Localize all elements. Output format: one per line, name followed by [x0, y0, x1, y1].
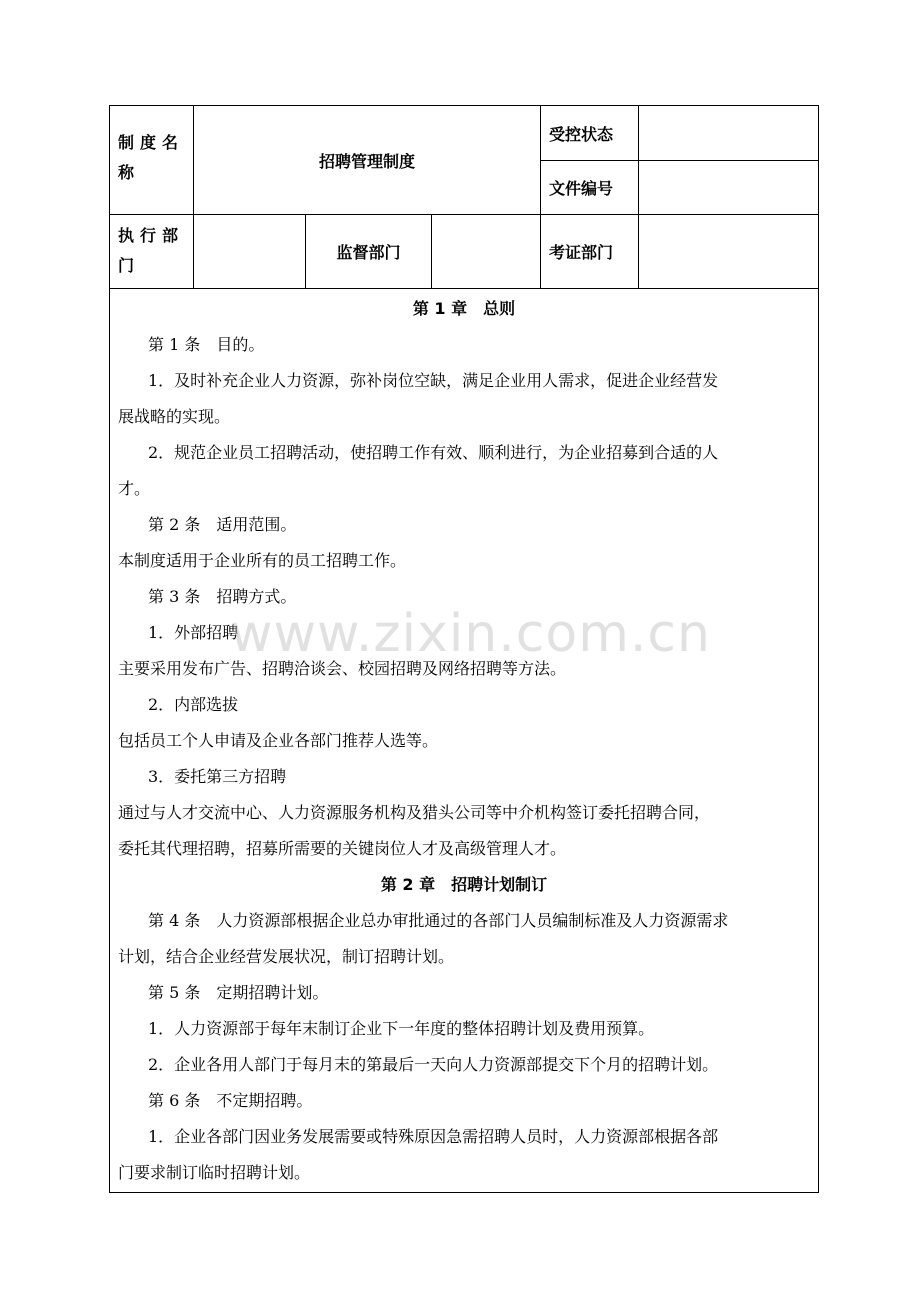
paragraph-line: 包括员工个人申请及企业各部门推荐人选等。 [118, 731, 439, 750]
exec-dept-label-cell [110, 215, 194, 289]
file-no-value-cell [639, 161, 818, 215]
watermark: www.zixin.com.cn [230, 604, 711, 664]
verify-value-cell [639, 215, 818, 289]
name-value: 招聘管理制度 [318, 151, 415, 171]
name-label: 制度名称 [118, 133, 185, 182]
paragraph-line: 主要采用发布广告、招聘洽谈会、校园招聘及网络招聘等方法。 [118, 659, 567, 678]
paragraph-line: 1．外部招聘 [148, 623, 239, 642]
chapter-2-heading: 第 2 章 招聘计划制订 [380, 875, 548, 894]
control-label: 受控状态 [549, 124, 614, 144]
paragraph-line: 1．企业各部门因业务发展需要或特殊原因急需招聘人员时，人力资源部根据各部 [148, 1127, 719, 1146]
chapter-1-heading: 第 1 章 总则 [412, 299, 516, 318]
paragraph-line: 2．内部选拔 [148, 695, 239, 714]
verify-label: 考证部门 [549, 243, 614, 262]
verify-label-cell [541, 215, 639, 289]
file-no-label-cell [541, 161, 639, 215]
article-2: 第 2 条 适用范围。 [148, 515, 297, 534]
control-label-cell [541, 106, 639, 161]
exec-dept-label: 执行部门 [118, 226, 185, 275]
paragraph-line: 3．委托第三方招聘 [148, 767, 287, 786]
name-label-cell [110, 106, 194, 215]
exec-dept-value-cell [194, 215, 306, 289]
paragraph-line: 本制度适用于企业所有的员工招聘工作。 [118, 551, 407, 570]
control-value-cell [639, 106, 818, 161]
article-5: 第 5 条 定期招聘计划。 [148, 983, 329, 1002]
paragraph-line: 门要求制订临时招聘计划。 [118, 1163, 311, 1182]
paragraph-line: 2．企业各用人部门于每月末的第最后一天向人力资源部提交下个月的招聘计划。 [148, 1055, 719, 1074]
paragraph-line: 通过与人才交流中心、人力资源服务机构及猎头公司等中介机构签订委托招聘合同， [118, 803, 711, 822]
file-no-label: 文件编号 [549, 179, 614, 198]
paragraph-line: 1．及时补充企业人力资源，弥补岗位空缺，满足企业用人需求，促进企业经营发 [148, 371, 719, 390]
paragraph-line: 1．人力资源部于每年末制订企业下一年度的整体招聘计划及费用预算。 [148, 1019, 655, 1038]
article-4: 第 4 条 人力资源部根据企业总办审批通过的各部门人员编制标准及人力资源需求 [148, 911, 729, 930]
paragraph-line: 委托其代理招聘，招募所需要的关键岗位人才及高级管理人才。 [118, 839, 567, 858]
supervise-label-cell [306, 215, 432, 289]
name-value-cell [194, 106, 541, 215]
article-1: 第 1 条 目的。 [148, 335, 265, 354]
supervise-value-cell [432, 215, 541, 289]
article-3: 第 3 条 招聘方式。 [148, 587, 297, 606]
paragraph-line: 展战略的实现。 [118, 407, 231, 426]
supervise-label: 监督部门 [336, 243, 401, 262]
paragraph-line: 才。 [118, 479, 151, 498]
paragraph-line: 2．规范企业员工招聘活动，使招聘工作有效、顺利进行，为企业招募到合适的人 [148, 443, 719, 462]
article-6: 第 6 条 不定期招聘。 [148, 1091, 313, 1110]
paragraph-line: 计划，结合企业经营发展状况，制订招聘计划。 [118, 947, 455, 966]
